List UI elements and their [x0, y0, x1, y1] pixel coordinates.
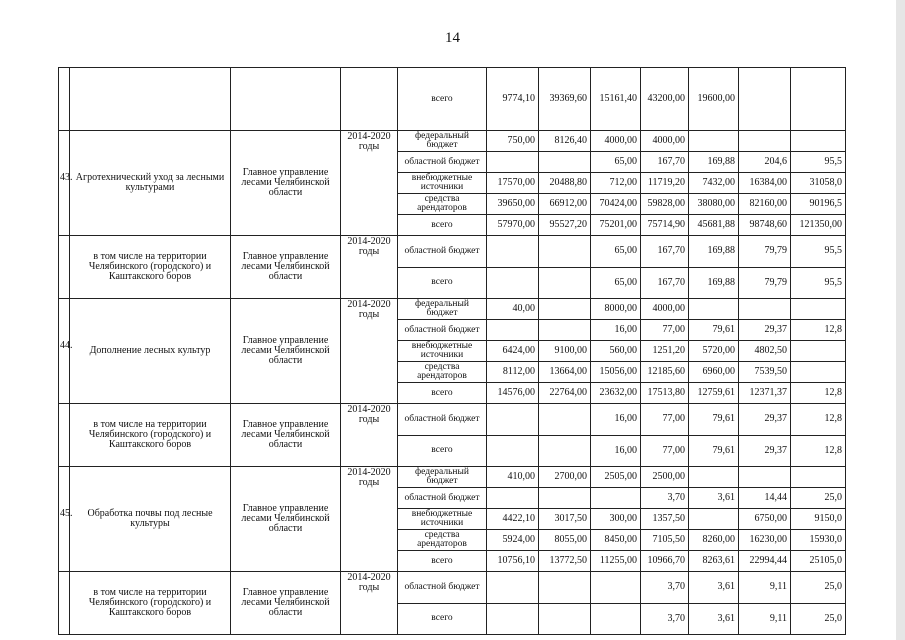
amount-cell [539, 435, 591, 467]
amount-cell [591, 603, 641, 635]
amount-cell: 65,00 [591, 236, 641, 268]
amount-cell: 90196,5 [791, 194, 846, 215]
amount-cell [539, 152, 591, 173]
amount-cell [487, 404, 539, 436]
item-years: 2014-2020 годы [341, 299, 398, 404]
table-row [59, 404, 846, 436]
amount-cell [539, 320, 591, 341]
amount-cell: 29,37 [739, 404, 791, 436]
amount-cell: 14,44 [739, 488, 791, 509]
amount-cell: 25,0 [791, 572, 846, 604]
amount-cell: 167,70 [641, 236, 689, 268]
amount-cell: 29,37 [739, 435, 791, 467]
item-department [231, 68, 341, 131]
amount-cell: 16,00 [591, 435, 641, 467]
amount-cell: 8000,00 [591, 299, 641, 320]
amount-cell: 59828,00 [641, 194, 689, 215]
amount-cell: 17513,80 [641, 383, 689, 404]
amount-cell: 25,0 [791, 603, 846, 635]
amount-cell: 7432,00 [689, 173, 739, 194]
amount-cell [739, 68, 791, 131]
funding-source: областной бюджет [398, 320, 487, 341]
amount-cell: 16384,00 [739, 173, 791, 194]
amount-cell: 16,00 [591, 404, 641, 436]
funding-source: всего [398, 551, 487, 572]
amount-cell: 15161,40 [591, 68, 641, 131]
amount-cell [487, 267, 539, 299]
item-department: Главное управление лесами Челябинской области [231, 404, 341, 467]
amount-cell: 15056,00 [591, 362, 641, 383]
amount-cell [739, 299, 791, 320]
amount-cell: 79,79 [739, 236, 791, 268]
amount-cell: 75201,00 [591, 215, 641, 236]
amount-cell: 1357,50 [641, 509, 689, 530]
amount-cell: 9774,10 [487, 68, 539, 131]
page-edge [896, 0, 905, 640]
amount-cell: 12,8 [791, 320, 846, 341]
amount-cell: 410,00 [487, 467, 539, 488]
amount-cell: 16,00 [591, 320, 641, 341]
amount-cell [487, 320, 539, 341]
item-years [341, 68, 398, 131]
amount-cell [739, 131, 791, 152]
amount-cell: 4000,00 [591, 131, 641, 152]
funding-source: федеральный бюджет [398, 299, 487, 320]
item-name: Обработка почвы под лесные культуры [70, 467, 231, 572]
amount-cell [791, 362, 846, 383]
amount-cell: 25,0 [791, 488, 846, 509]
amount-cell: 98748,60 [739, 215, 791, 236]
amount-cell: 5924,00 [487, 530, 539, 551]
amount-cell [791, 341, 846, 362]
amount-cell: 167,70 [641, 152, 689, 173]
item-years: 2014-2020 годы [341, 236, 398, 299]
amount-cell: 12,8 [791, 404, 846, 436]
amount-cell: 95,5 [791, 236, 846, 268]
amount-cell: 65,00 [591, 267, 641, 299]
amount-cell: 95527,20 [539, 215, 591, 236]
table-row [59, 68, 846, 131]
amount-cell: 77,00 [641, 404, 689, 436]
amount-cell: 39369,60 [539, 68, 591, 131]
funding-source: внебюджетные источники [398, 509, 487, 530]
amount-cell: 9100,00 [539, 341, 591, 362]
amount-cell: 6960,00 [689, 362, 739, 383]
amount-cell: 169,88 [689, 152, 739, 173]
amount-cell [487, 152, 539, 173]
amount-cell: 75714,90 [641, 215, 689, 236]
amount-cell: 9,11 [739, 603, 791, 635]
amount-cell [791, 299, 846, 320]
item-department: Главное управление лесами Челябинской области [231, 467, 341, 572]
amount-cell [539, 572, 591, 604]
amount-cell: 4422,10 [487, 509, 539, 530]
amount-cell: 9,11 [739, 572, 791, 604]
amount-cell: 4802,50 [739, 341, 791, 362]
amount-cell: 2500,00 [641, 467, 689, 488]
amount-cell: 4000,00 [641, 299, 689, 320]
amount-cell: 3,70 [641, 572, 689, 604]
amount-cell: 8450,00 [591, 530, 641, 551]
table-row [59, 299, 846, 320]
amount-cell: 2700,00 [539, 467, 591, 488]
funding-source: всего [398, 267, 487, 299]
amount-cell: 3017,50 [539, 509, 591, 530]
funding-source: всего [398, 215, 487, 236]
amount-cell: 300,00 [591, 509, 641, 530]
funding-source: средства арендаторов [398, 362, 487, 383]
amount-cell: 10756,10 [487, 551, 539, 572]
amount-cell: 4000,00 [641, 131, 689, 152]
amount-cell [487, 603, 539, 635]
amount-cell [739, 467, 791, 488]
amount-cell: 25105,0 [791, 551, 846, 572]
funding-source: всего [398, 603, 487, 635]
funding-source: областной бюджет [398, 404, 487, 436]
item-number [59, 68, 70, 131]
amount-cell: 14576,00 [487, 383, 539, 404]
amount-cell: 12,8 [791, 435, 846, 467]
item-number: 45. [59, 467, 70, 572]
amount-cell [539, 236, 591, 268]
amount-cell: 82160,00 [739, 194, 791, 215]
amount-cell: 40,00 [487, 299, 539, 320]
amount-cell: 3,61 [689, 488, 739, 509]
amount-cell [487, 572, 539, 604]
amount-cell [591, 488, 641, 509]
item-years: 2014-2020 годы [341, 131, 398, 236]
amount-cell [689, 467, 739, 488]
amount-cell: 750,00 [487, 131, 539, 152]
amount-cell [539, 488, 591, 509]
funding-source: средства арендаторов [398, 194, 487, 215]
funding-source: федеральный бюджет [398, 131, 487, 152]
amount-cell: 10966,70 [641, 551, 689, 572]
amount-cell [539, 404, 591, 436]
amount-cell: 9150,0 [791, 509, 846, 530]
amount-cell: 31058,0 [791, 173, 846, 194]
item-name: Агротехнический уход за лесными культурами [70, 131, 231, 236]
amount-cell [791, 131, 846, 152]
amount-cell: 57970,00 [487, 215, 539, 236]
funding-source: внебюджетные источники [398, 173, 487, 194]
item-years: 2014-2020 годы [341, 404, 398, 467]
table-row [59, 236, 846, 268]
amount-cell: 8112,00 [487, 362, 539, 383]
amount-cell [487, 435, 539, 467]
amount-cell: 65,00 [591, 152, 641, 173]
funding-source: всего [398, 383, 487, 404]
amount-cell: 11255,00 [591, 551, 641, 572]
amount-cell: 169,88 [689, 267, 739, 299]
table-row [59, 467, 846, 488]
amount-cell: 23632,00 [591, 383, 641, 404]
amount-cell: 17570,00 [487, 173, 539, 194]
amount-cell: 169,88 [689, 236, 739, 268]
amount-cell: 3,61 [689, 603, 739, 635]
amount-cell [689, 299, 739, 320]
amount-cell: 79,61 [689, 320, 739, 341]
amount-cell: 77,00 [641, 435, 689, 467]
amount-cell: 13772,50 [539, 551, 591, 572]
amount-cell: 8055,00 [539, 530, 591, 551]
amount-cell: 12,8 [791, 383, 846, 404]
funding-source: средства арендаторов [398, 530, 487, 551]
amount-cell: 712,00 [591, 173, 641, 194]
amount-cell: 5720,00 [689, 341, 739, 362]
amount-cell: 45681,88 [689, 215, 739, 236]
amount-cell: 6424,00 [487, 341, 539, 362]
funding-source: областной бюджет [398, 236, 487, 268]
amount-cell: 43200,00 [641, 68, 689, 131]
amount-cell: 121350,00 [791, 215, 846, 236]
item-number [59, 572, 70, 635]
funding-source: федеральный бюджет [398, 467, 487, 488]
amount-cell: 167,70 [641, 267, 689, 299]
item-department: Главное управление лесами Челябинской области [231, 572, 341, 635]
table-row [59, 131, 846, 152]
amount-cell: 16230,00 [739, 530, 791, 551]
amount-cell: 19600,00 [689, 68, 739, 131]
amount-cell: 3,70 [641, 603, 689, 635]
amount-cell: 3,61 [689, 572, 739, 604]
amount-cell [591, 572, 641, 604]
item-department: Главное управление лесами Челябинской области [231, 299, 341, 404]
amount-cell: 1251,20 [641, 341, 689, 362]
amount-cell: 13664,00 [539, 362, 591, 383]
amount-cell: 77,00 [641, 320, 689, 341]
item-years: 2014-2020 годы [341, 467, 398, 572]
item-name [70, 68, 231, 131]
amount-cell [539, 299, 591, 320]
amount-cell: 7105,50 [641, 530, 689, 551]
item-department: Главное управление лесами Челябинской области [231, 131, 341, 236]
item-name: в том числе на территории Челябинского (городского) и Каштакского боров [70, 572, 231, 635]
amount-cell: 11719,20 [641, 173, 689, 194]
amount-cell: 79,79 [739, 267, 791, 299]
amount-cell: 6750,00 [739, 509, 791, 530]
amount-cell: 8126,40 [539, 131, 591, 152]
item-number [59, 236, 70, 299]
amount-cell [791, 467, 846, 488]
funding-source: областной бюджет [398, 572, 487, 604]
amount-cell: 79,61 [689, 404, 739, 436]
amount-cell: 70424,00 [591, 194, 641, 215]
amount-cell: 15930,0 [791, 530, 846, 551]
funding-source: областной бюджет [398, 488, 487, 509]
item-department: Главное управление лесами Челябинской области [231, 236, 341, 299]
amount-cell [487, 236, 539, 268]
item-name: Дополнение лесных культур [70, 299, 231, 404]
amount-cell [539, 267, 591, 299]
funding-source: всего [398, 435, 487, 467]
amount-cell: 22994,44 [739, 551, 791, 572]
amount-cell: 12759,61 [689, 383, 739, 404]
amount-cell [487, 488, 539, 509]
amount-cell: 12185,60 [641, 362, 689, 383]
amount-cell: 560,00 [591, 341, 641, 362]
amount-cell [689, 509, 739, 530]
amount-cell: 3,70 [641, 488, 689, 509]
page-number: 14 [445, 30, 460, 46]
amount-cell: 79,61 [689, 435, 739, 467]
amount-cell: 38080,00 [689, 194, 739, 215]
amount-cell: 8263,61 [689, 551, 739, 572]
amount-cell [539, 603, 591, 635]
amount-cell: 22764,00 [539, 383, 591, 404]
amount-cell: 20488,80 [539, 173, 591, 194]
amount-cell: 7539,50 [739, 362, 791, 383]
amount-cell: 66912,00 [539, 194, 591, 215]
amount-cell: 8260,00 [689, 530, 739, 551]
amount-cell: 39650,00 [487, 194, 539, 215]
item-name: в том числе на территории Челябинского (городского) и Каштакского боров [70, 404, 231, 467]
item-years: 2014-2020 годы [341, 572, 398, 635]
amount-cell: 204,6 [739, 152, 791, 173]
amount-cell: 95,5 [791, 267, 846, 299]
item-number: 43. [59, 131, 70, 236]
funding-source: областной бюджет [398, 152, 487, 173]
funding-source: внебюджетные источники [398, 341, 487, 362]
item-number [59, 404, 70, 467]
funding-source: всего [398, 68, 487, 131]
item-number: 44. [59, 299, 70, 404]
budget-table [58, 67, 846, 635]
item-name: в том числе на территории Челябинского (городского) и Каштакского боров [70, 236, 231, 299]
table-row [59, 572, 846, 604]
amount-cell: 29,37 [739, 320, 791, 341]
amount-cell: 95,5 [791, 152, 846, 173]
amount-cell [689, 131, 739, 152]
amount-cell: 12371,37 [739, 383, 791, 404]
amount-cell [791, 68, 846, 131]
amount-cell: 2505,00 [591, 467, 641, 488]
